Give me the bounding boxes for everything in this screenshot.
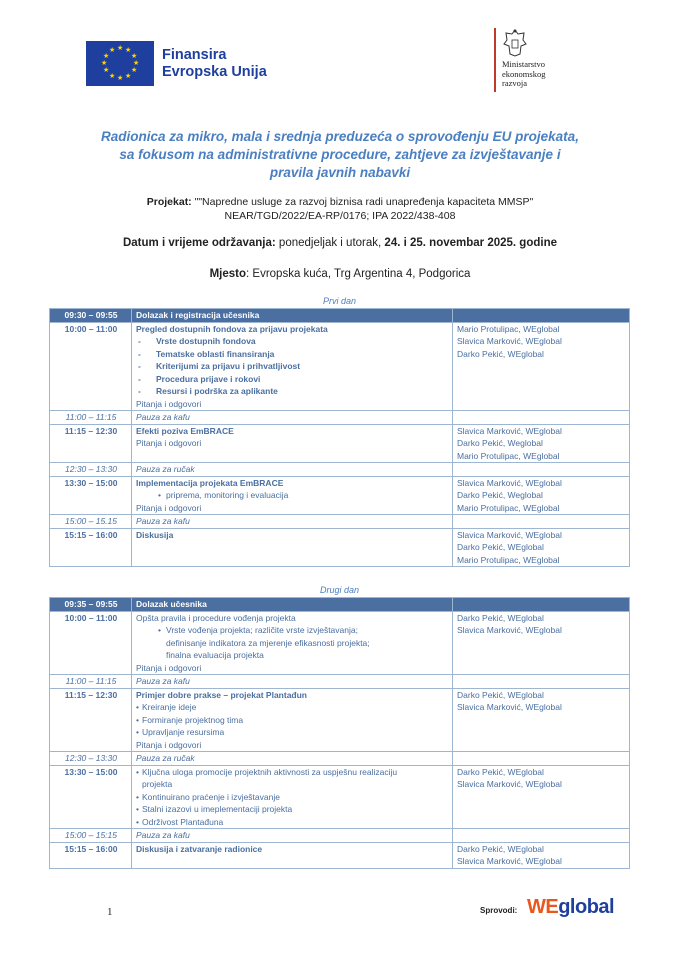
presenters-cell	[453, 688, 630, 752]
place-value: : Evropska kuća, Trg Argentina 4, Podgorica	[246, 268, 471, 280]
list-item: • Formiranje projektnog tima	[136, 714, 449, 727]
presenter: Mario Protulipac, WEglobal	[457, 323, 560, 334]
time-cell: 15:00 – 15.15	[50, 515, 132, 529]
session-cell	[132, 765, 453, 829]
presenters-cell	[453, 598, 630, 612]
session-title: Implementacija projekata EmBRACE	[136, 477, 284, 488]
coat-of-arms-icon	[502, 28, 528, 58]
table-row	[50, 752, 630, 766]
session-cell	[132, 611, 453, 675]
ministry-line3: razvoja	[502, 78, 528, 88]
presenters-cell	[453, 765, 630, 829]
qa-label: Pitanja i odgovori	[136, 662, 202, 673]
presenters-cell	[453, 424, 630, 463]
table-row	[50, 463, 630, 477]
project-info	[90, 196, 590, 223]
list-item: • Stalni izazovi u imeplementaciji projekta	[136, 803, 449, 816]
time-cell: 13:30 – 15:00	[50, 765, 132, 829]
time-cell: 09:35 – 09:55	[50, 598, 132, 612]
session-title: Opšta pravila i procedure vođenja projekta	[136, 612, 296, 623]
session-title: Dolazak i registracija učesnika	[132, 309, 453, 323]
ministry-line2: ekonomskog	[502, 68, 546, 79]
table-row	[50, 322, 630, 411]
presenter: Darko Pekić, WEglobal	[457, 612, 544, 623]
presenter: Mario Protulipac, WEglobal	[457, 554, 560, 565]
presenters-cell	[453, 528, 630, 567]
presenter: Slavica Marković, WEglobal	[457, 856, 562, 866]
presenter: Slavica Marković, WEglobal	[457, 336, 562, 346]
qa-label: Pitanja i odgovori	[136, 398, 202, 409]
qa-label: Pitanja i odgovori	[136, 502, 202, 513]
presenter: Slavica Marković, WEglobal	[457, 477, 562, 488]
list-item: - Resursi i podrška za aplikante	[136, 385, 449, 398]
list-item: • Upravljanje resursima	[136, 726, 449, 739]
day1-label: Prvi dan	[322, 296, 357, 306]
time-cell: 15:15 – 16:00	[50, 528, 132, 567]
table-row	[50, 598, 630, 612]
list-item: • Održivost Plantađuna	[136, 816, 449, 829]
presenters-cell	[453, 476, 630, 515]
table-row	[50, 411, 630, 425]
presenter: Darko Pekić, WEglobal	[457, 843, 544, 854]
event-date	[60, 237, 620, 249]
list-item: - Kriterijumi za prijavu i prihvatljivost	[136, 360, 449, 373]
project-label: Projekat:	[146, 196, 192, 208]
session-cell	[132, 476, 453, 515]
break-title: Pauza za kafu	[132, 515, 453, 529]
session-cell	[132, 842, 453, 868]
day1-schedule-table	[49, 308, 630, 567]
break-title: Pauza za kafu	[132, 675, 453, 689]
session-title: Primjer dobre prakse – projekat Plantađun	[136, 689, 308, 700]
table-row	[50, 528, 630, 567]
day2-schedule-table	[49, 597, 630, 869]
presenters-cell	[453, 309, 630, 323]
ministry-line1: Ministarstvo	[502, 59, 545, 69]
event-place	[60, 268, 620, 280]
session-title: Diskusija	[136, 529, 174, 540]
table-row	[50, 675, 630, 689]
table-row	[50, 309, 630, 323]
title-line2: sa fokusom na administrativne procedure, zahtjeve za izvještavanje i	[119, 147, 561, 162]
time-cell: 11:15 – 12:30	[50, 424, 132, 463]
time-cell: 11:15 – 12:30	[50, 688, 132, 752]
presenter: Slavica Marković, WEglobal	[457, 529, 562, 540]
qa-label: Pitanja i odgovori	[136, 438, 202, 448]
time-cell: 15:15 – 16:00	[50, 842, 132, 868]
place-label: Mjesto	[209, 268, 247, 280]
table-row	[50, 611, 630, 675]
time-cell: 09:30 – 09:55	[50, 309, 132, 323]
time-cell: 10:00 – 11:00	[50, 611, 132, 675]
presenter: Mario Protulipac, WEglobal	[457, 502, 560, 513]
project-name: ""Napredne usluge za razvoj biznisa radi unapređenja kapaciteta MMSP"	[191, 196, 534, 208]
presenter: Mario Protulipac, WEglobal	[457, 450, 560, 461]
time-cell: 13:30 – 15:00	[50, 476, 132, 515]
document-title	[100, 128, 580, 182]
logo-global: global	[558, 896, 615, 918]
break-title: Pauza za kafu	[132, 411, 453, 425]
session-title: Diskusija i zatvaranje radionice	[136, 843, 263, 854]
weglobal-logo	[527, 896, 614, 919]
eu-line1: Finansira	[162, 46, 227, 63]
list-item: • Vrste vođenja projekta; različite vrste izvještavanja; definisanje indikatora za mjerenje efikasnosti projekta; finalna evaluacija projekta	[136, 624, 449, 662]
table-row	[50, 476, 630, 515]
session-cell	[132, 322, 453, 411]
session-title: Dolazak učesnika	[132, 598, 453, 612]
presenter: Darko Pekić, Weglobal	[457, 438, 543, 448]
session-title: Pregled dostupnih fondova za prijavu projekata	[136, 323, 328, 334]
break-title: Pauza za kafu	[132, 829, 453, 843]
break-title: Pauza za ručak	[132, 463, 453, 477]
presenter: Slavica Marković, WEglobal	[457, 779, 562, 789]
presenter: Slavica Marković, WEglobal	[457, 702, 562, 712]
date-days: ponedjeljak i utorak,	[275, 237, 385, 249]
session-title: Efekti poziva EmBRACE	[136, 425, 234, 436]
list-item: • priprema, monitoring i evaluacija	[136, 489, 449, 502]
table-row	[50, 424, 630, 463]
presenter: Slavica Marković, WEglobal	[457, 425, 562, 436]
eu-line2: Evropska Unija	[162, 63, 267, 80]
presenter: Darko Pekić, WEglobal	[457, 542, 544, 552]
page-number: 1	[107, 906, 113, 918]
project-code: NEAR/TGD/2022/EA-RP/0176; IPA 2022/438-408	[224, 209, 456, 222]
time-cell: 15:00 – 15:15	[50, 829, 132, 843]
day2-label: Drugi dan	[319, 585, 360, 595]
presenter: Darko Pekić, WEglobal	[457, 766, 544, 777]
list-item: - Vrste dostupnih fondova	[136, 335, 449, 348]
date-label: Datum i vrijeme održavanja:	[122, 237, 276, 249]
list-item: • Kreiranje ideje	[136, 701, 449, 714]
list-item: - Procedura prijave i rokovi	[136, 373, 449, 386]
session-cell	[132, 688, 453, 752]
title-line1: Radionica za mikro, mala i srednja preduzeća o sprovođenju EU projekata,	[101, 129, 579, 144]
table-row	[50, 688, 630, 752]
time-cell: 10:00 – 11:00	[50, 322, 132, 411]
session-cell	[132, 528, 453, 567]
time-cell: 11:00 – 11:15	[50, 675, 132, 689]
presenter: Slavica Marković, WEglobal	[457, 625, 562, 635]
time-cell: 12:30 – 13:30	[50, 463, 132, 477]
table-row	[50, 842, 630, 868]
implementer-label: Sprovodi:	[480, 906, 518, 915]
eu-flag-icon: ★ ★ ★ ★ ★ ★ ★ ★ ★ ★ ★ ★	[86, 41, 154, 86]
title-line3: pravila javnih nabavki	[269, 165, 411, 180]
table-row	[50, 765, 630, 829]
date-value: 24. i 25. novembar 2025. godine	[384, 237, 557, 249]
list-item: • Kontinuirano praćenje i izvještavanje	[136, 791, 449, 804]
table-row	[50, 829, 630, 843]
qa-label: Pitanja i odgovori	[136, 739, 202, 750]
presenter: Darko Pekić, WEglobal	[457, 348, 544, 359]
table-row	[50, 515, 630, 529]
presenters-cell	[453, 842, 630, 868]
presenters-cell	[453, 611, 630, 675]
presenter: Darko Pekić, Weglobal	[457, 490, 543, 500]
time-cell: 11:00 – 11:15	[50, 411, 132, 425]
presenters-cell	[453, 322, 630, 411]
session-cell	[132, 424, 453, 463]
presenter: Darko Pekić, WEglobal	[457, 689, 544, 700]
eu-logo	[86, 41, 267, 86]
break-title: Pauza za ručak	[132, 752, 453, 766]
logo-we: WE	[527, 896, 559, 918]
list-item: - Tematske oblasti finansiranja	[136, 348, 449, 361]
list-item: • Ključna uloga promocije projektnih aktivnosti za uspješnu realizaciju projekta	[136, 766, 449, 791]
time-cell: 12:30 – 13:30	[50, 752, 132, 766]
